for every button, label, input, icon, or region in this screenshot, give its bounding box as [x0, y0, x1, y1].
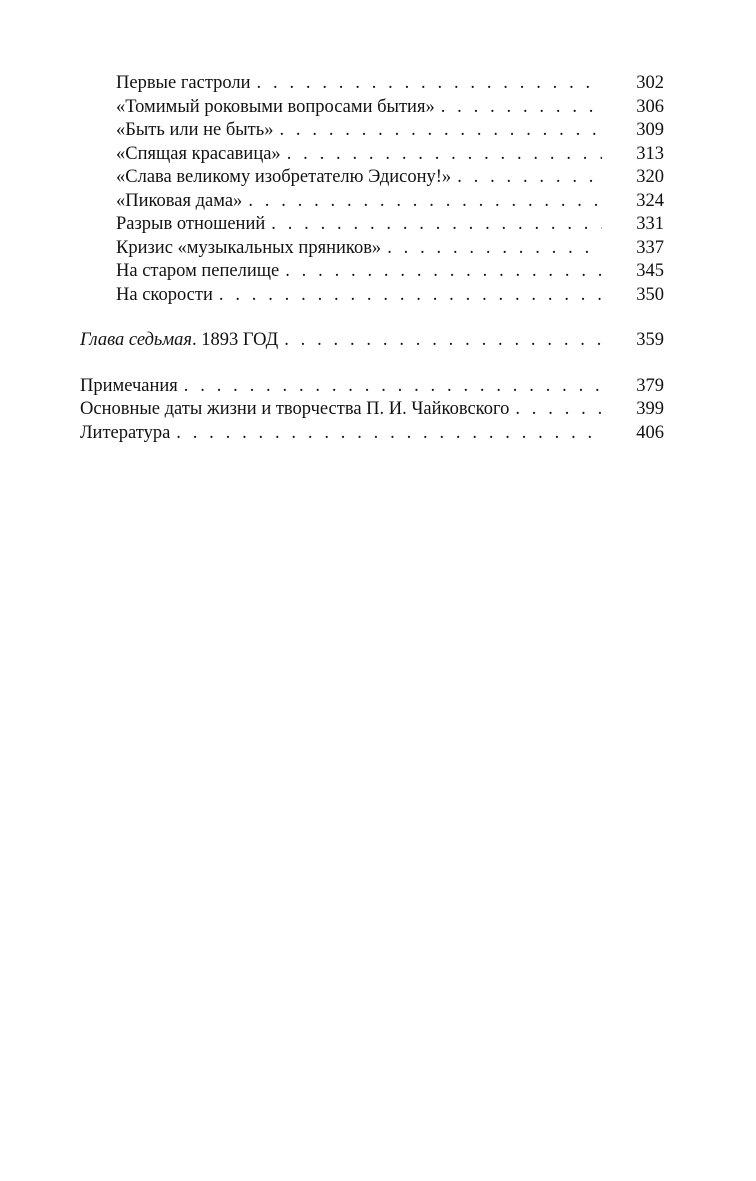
toc-entry[interactable] — [80, 284, 664, 308]
toc-entry-title: Литература — [80, 422, 171, 443]
table-of-contents — [80, 72, 664, 445]
toc-entry[interactable] — [80, 213, 664, 237]
toc-entry-text — [116, 190, 602, 214]
toc-entry-text — [116, 213, 602, 237]
toc-entry-page: 309 — [636, 120, 664, 140]
dot-leader — [184, 375, 602, 399]
toc-entry-page: 359 — [636, 330, 664, 350]
toc-entry-page: 337 — [636, 237, 664, 258]
toc-entry-title: Кризис «музыкальных пряников» — [116, 237, 382, 258]
toc-entry-text — [116, 284, 602, 308]
toc-entry-title: «Спящая красавица» — [116, 143, 281, 164]
toc-entry[interactable] — [80, 166, 664, 190]
toc-entry-page: 406 — [636, 422, 664, 443]
toc-entry-text — [80, 422, 602, 446]
dot-leader — [279, 119, 602, 143]
dot-leader — [387, 237, 602, 261]
toc-entry-title: «Пиковая дама» — [116, 190, 243, 211]
toc-entry[interactable] — [80, 237, 664, 261]
toc-entry-page: 350 — [636, 284, 664, 305]
toc-entry-page: 302 — [636, 73, 664, 93]
toc-entry-page: 379 — [636, 375, 664, 396]
toc-entry-page: 324 — [636, 190, 664, 211]
dot-leader — [248, 190, 602, 214]
dot-leader — [219, 284, 602, 308]
toc-entry[interactable] — [80, 96, 664, 120]
toc-entry-text — [116, 237, 602, 261]
dot-leader — [287, 143, 602, 167]
toc-entry[interactable] — [80, 260, 664, 284]
toc-entry-page: 399 — [636, 399, 664, 419]
toc-entry-text — [116, 260, 602, 284]
toc-entry[interactable] — [80, 422, 664, 446]
section-spacer — [80, 353, 664, 375]
toc-entry-title: Разрыв отношений — [116, 214, 266, 234]
toc-entry-page: 306 — [636, 96, 664, 117]
toc-entry-text — [80, 329, 602, 353]
toc-entry-page: 320 — [636, 167, 664, 187]
chapter-prefix: Глава седьмая — [80, 330, 193, 350]
toc-entry-title: «Томимый роковыми вопросами бытия» — [116, 96, 435, 117]
dot-leader — [176, 422, 602, 446]
toc-entry[interactable] — [80, 190, 664, 214]
toc-entry-text — [80, 375, 602, 399]
toc-entry-page: 313 — [636, 143, 664, 164]
toc-chapter-entry[interactable] — [80, 329, 664, 353]
toc-entry[interactable] — [80, 398, 664, 422]
chapter-name: . 1893 ГОД — [192, 330, 279, 350]
toc-entry-page: 331 — [636, 214, 664, 234]
toc-entry[interactable] — [80, 375, 664, 399]
toc-entry-title: «Слава великому изобретателю Эдисону!» — [116, 167, 452, 187]
toc-entry[interactable] — [80, 143, 664, 167]
dot-leader — [285, 260, 602, 284]
toc-entry[interactable] — [80, 72, 664, 96]
toc-entry-title: Первые гастроли — [116, 73, 251, 93]
toc-entry-text — [116, 166, 602, 190]
toc-entry-text — [116, 143, 602, 167]
dot-leader — [284, 329, 602, 353]
toc-entry-title: Основные даты жизни и творчества П. И. Чайковского — [80, 399, 510, 419]
dot-leader — [441, 96, 602, 120]
toc-entry-text — [116, 72, 602, 96]
toc-entry-title: Примечания — [80, 375, 178, 396]
toc-entry-title: «Быть или не быть» — [116, 120, 274, 140]
toc-entry-title: На скорости — [116, 284, 213, 305]
toc-entry-text — [80, 398, 602, 422]
toc-entry-page: 345 — [636, 261, 664, 281]
toc-entry-title: На старом пепелище — [116, 261, 280, 281]
dot-leader — [271, 213, 602, 237]
toc-entry[interactable] — [80, 119, 664, 143]
toc-entry-text — [116, 119, 602, 143]
toc-entry-text — [116, 96, 602, 120]
toc-chapter-title — [80, 329, 284, 353]
dot-leader — [257, 72, 602, 96]
section-spacer — [80, 307, 664, 329]
dot-leader — [515, 398, 602, 422]
dot-leader — [457, 166, 602, 190]
